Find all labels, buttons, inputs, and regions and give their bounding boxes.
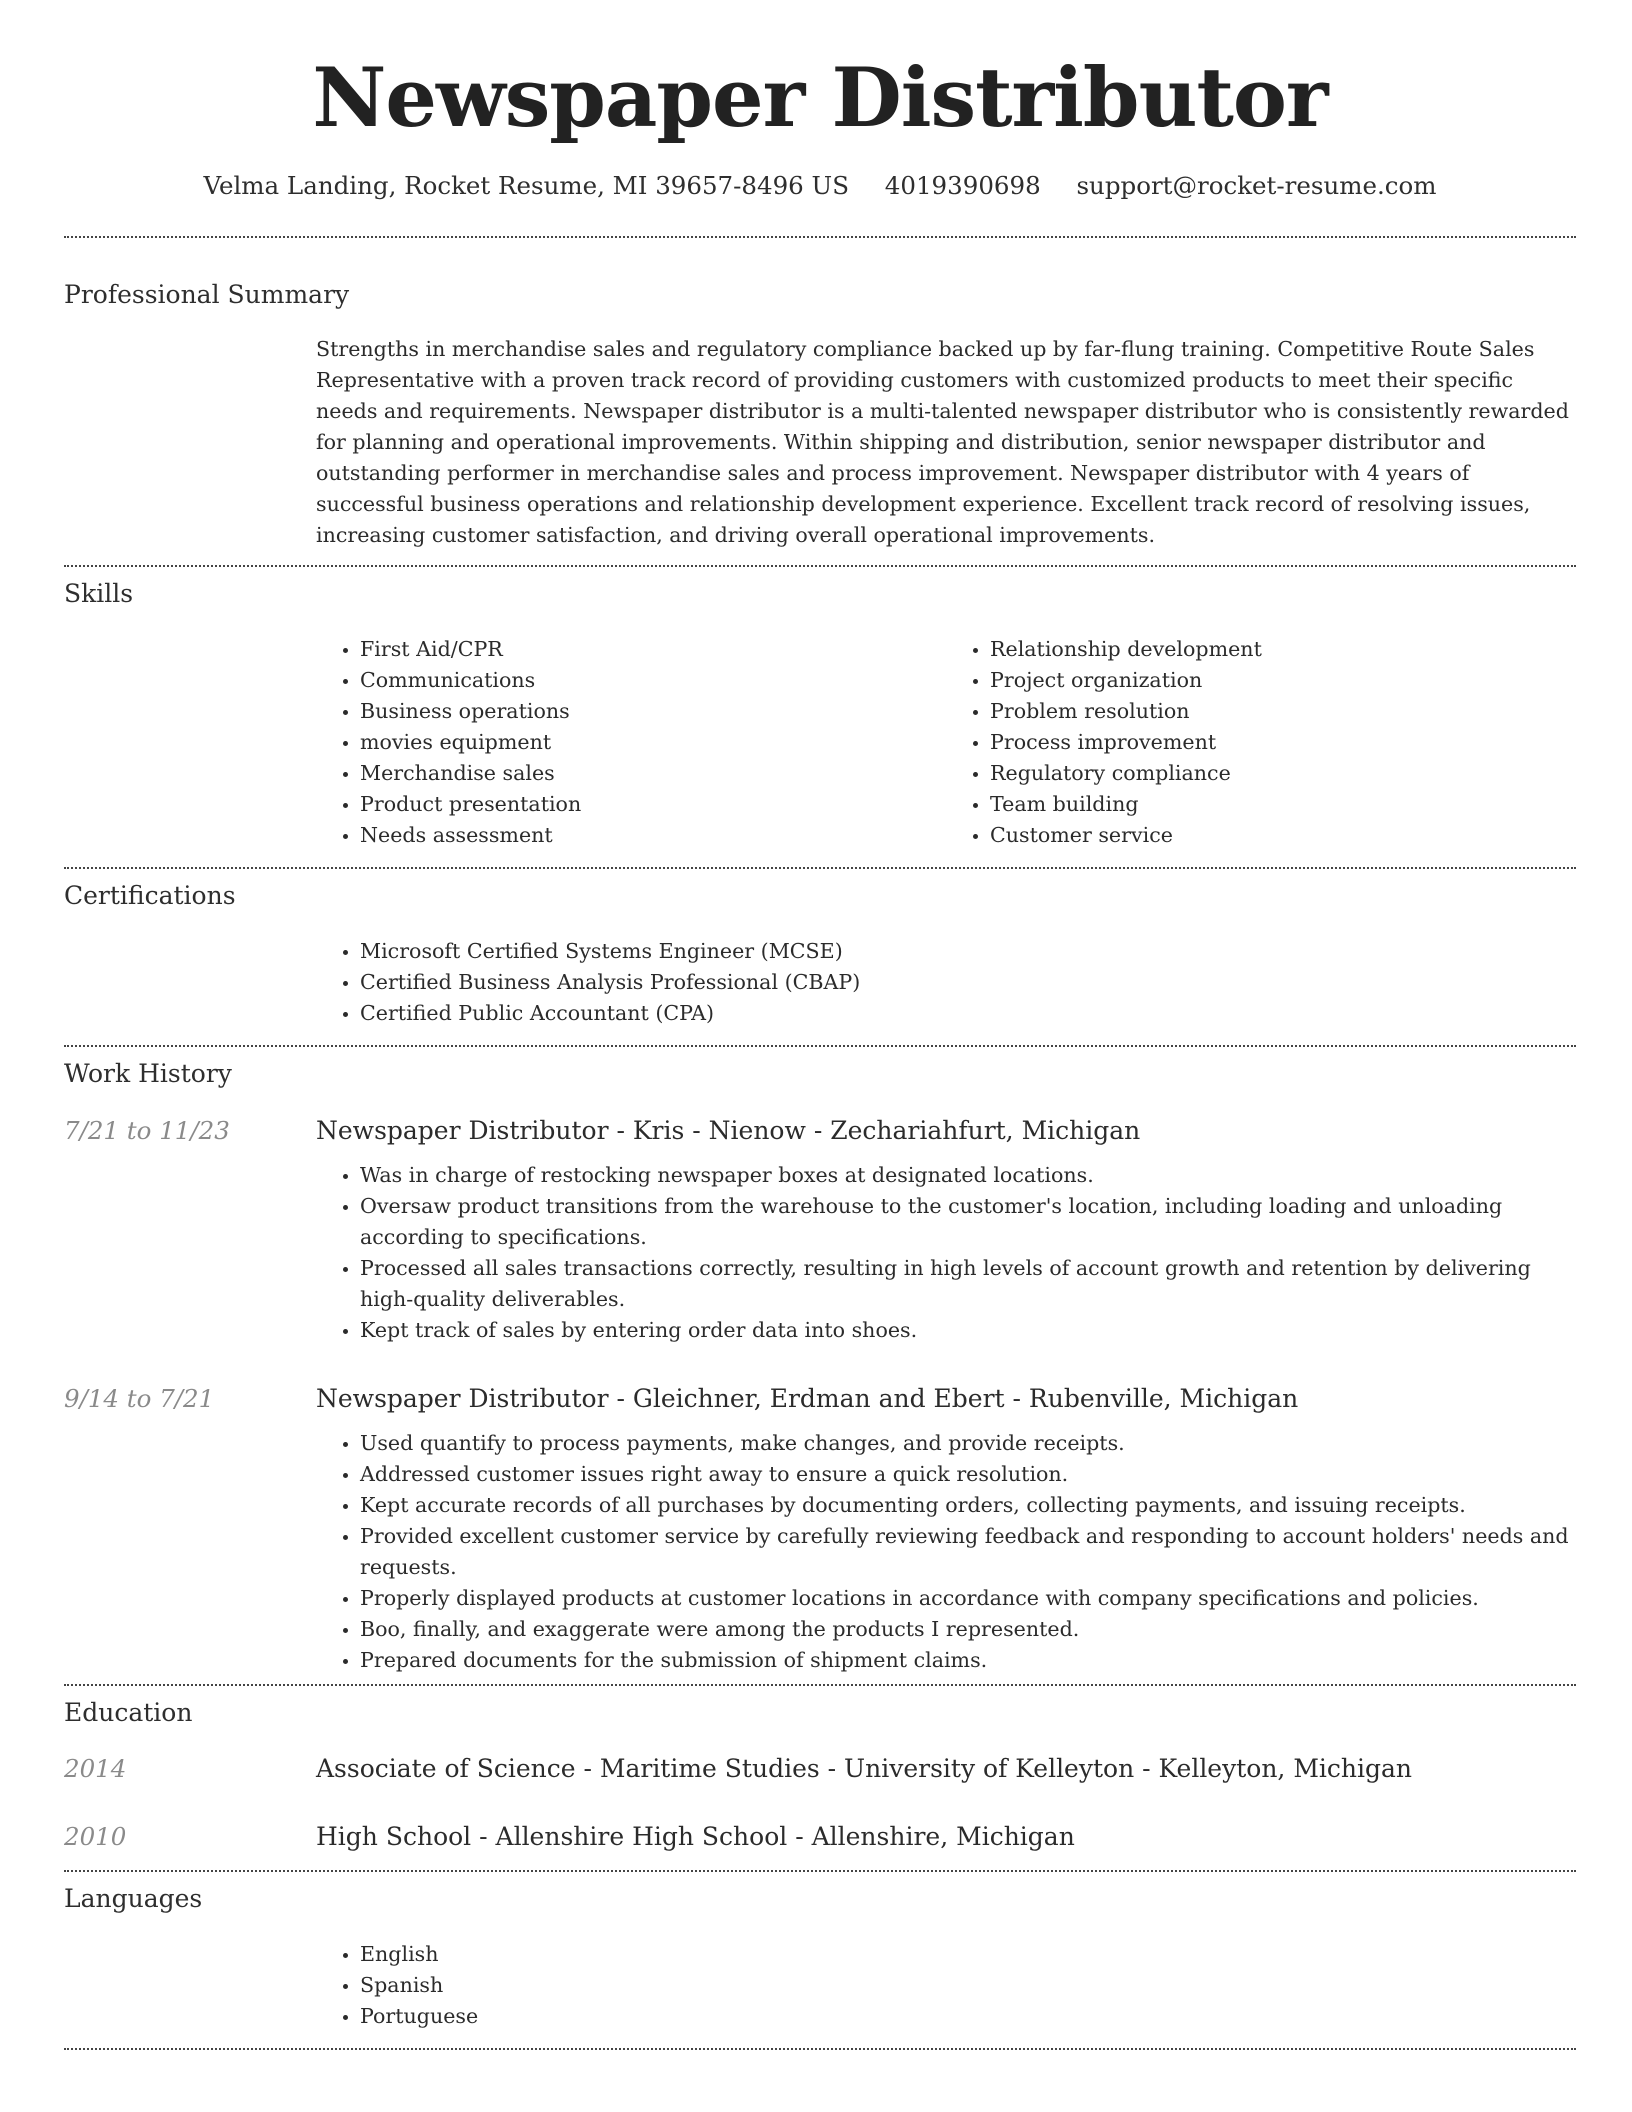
contact-phone: 4019390698 <box>884 171 1041 200</box>
skill-item: • Business operations <box>360 696 946 727</box>
languages-list <box>316 1939 1576 2032</box>
job-title: Newspaper Distributor - Gleichner, Erdman and Ebert - Rubenville, Michigan <box>316 1384 1299 1413</box>
skill-item: • Communications <box>360 665 946 696</box>
skill-item: • Regulatory compliance <box>990 758 1576 789</box>
languages-title: Languages <box>64 1884 203 1913</box>
job-bullet: • Oversaw product transitions from the warehouse to the customer's location, including loading and unloading according to specifications. <box>360 1191 1576 1253</box>
contact-address: Velma Landing, Rocket Resume, MI 39657-8496 US <box>203 171 849 200</box>
skill-item: • Project organization <box>990 665 1576 696</box>
education-year: 2014 <box>64 1754 127 1783</box>
skill-item: • Customer service <box>990 820 1576 851</box>
certifications-list <box>316 936 1576 1029</box>
job-bullet: • Provided excellent customer service by carefully reviewing feedback and responding to account holders' needs and requests. <box>360 1521 1576 1583</box>
job-bullet: • Was in charge of restocking newspaper boxes at designated locations. <box>360 1160 1576 1191</box>
job-bullet: • Boo, finally, and exaggerate were among the products I represented. <box>360 1614 1576 1645</box>
job-bullet: • Kept track of sales by entering order data into shoes. <box>360 1315 1576 1346</box>
job-date: 9/14 to 7/21 <box>64 1384 215 1413</box>
summary-title: Professional Summary <box>64 280 350 309</box>
job-bullet-list <box>316 1160 1576 1346</box>
job-entry <box>64 1116 1576 1346</box>
education-section <box>64 1686 1576 1870</box>
skill-item: • Relationship development <box>990 634 1576 665</box>
language-item: • English <box>360 1939 1576 1970</box>
divider <box>64 2048 1576 2050</box>
job-date: 7/21 to 11/23 <box>64 1116 230 1145</box>
skills-list-right <box>946 634 1576 851</box>
skills-title: Skills <box>64 579 134 608</box>
skill-item: • Problem resolution <box>990 696 1576 727</box>
job-bullets <box>316 1160 1576 1346</box>
education-text: Associate of Science - Maritime Studies - University of Kelleyton - Kelleyton, Michigan <box>316 1754 1413 1783</box>
skills-list-left <box>316 634 946 851</box>
languages-content <box>316 1939 1576 2032</box>
certification-item: • Microsoft Certified Systems Engineer (MCSE) <box>360 936 1576 967</box>
skill-item: • movies equipment <box>360 727 946 758</box>
education-text: High School - Allenshire High School - Allenshire, Michigan <box>316 1822 1075 1851</box>
skill-item: • Needs assessment <box>360 820 946 851</box>
resume-page <box>64 0 1576 2050</box>
job-bullet: • Addressed customer issues right away to ensure a quick resolution. <box>360 1459 1576 1490</box>
skill-item: • Team building <box>990 789 1576 820</box>
education-title: Education <box>64 1698 193 1727</box>
skill-item: • Process improvement <box>990 727 1576 758</box>
job-bullet: • Kept accurate records of all purchases by documenting orders, collecting payments, and issuing receipts. <box>360 1490 1576 1521</box>
work-section <box>64 1047 1576 1676</box>
certification-item: • Certified Public Accountant (CPA) <box>360 998 1576 1029</box>
job-entry <box>64 1384 1576 1676</box>
job-bullet: • Used quantify to process payments, make changes, and provide receipts. <box>360 1428 1576 1459</box>
education-year: 2010 <box>64 1822 127 1851</box>
education-entry <box>64 1822 1576 1870</box>
job-bullet-list <box>316 1428 1576 1676</box>
resume-name: Newspaper Distributor <box>312 51 1328 146</box>
certifications-title: Certifications <box>64 881 236 910</box>
summary-text: Strengths in merchandise sales and regulatory compliance backed up by far-flung training. Competitive Route Sales Representative with a proven track record of providing customers with customized products to meet their specific needs and requirements. Newspaper distributor is a multi-talented newspaper distributor who is consistently rewarded for planning and operational improvements. Within shipping and distribution, senior newspaper distributor and outstanding performer in merchandise sales and process improvement. Newspaper distributor with 4 years of successful business operations and relationship development experience. Excellent track record of resolving issues, increasing customer satisfaction, and driving overall operational improvements. <box>316 337 1569 547</box>
contact-email[interactable]: support@rocket-resume.com <box>1076 171 1437 200</box>
education-entry <box>64 1754 1576 1822</box>
job-title: Newspaper Distributor - Kris - Nienow - Zechariahfurt, Michigan <box>316 1116 1141 1145</box>
job-bullet: • Prepared documents for the submission of shipment claims. <box>360 1645 1576 1676</box>
skill-item: • Product presentation <box>360 789 946 820</box>
certifications-content <box>316 936 1576 1029</box>
summary-section <box>64 238 1576 551</box>
skills-grid <box>316 634 1576 851</box>
certifications-section <box>64 869 1576 1029</box>
certification-item: • Certified Business Analysis Professional (CBAP) <box>360 967 1576 998</box>
languages-section <box>64 1872 1576 2032</box>
skills-section <box>64 567 1576 851</box>
skill-item: • First Aid/CPR <box>360 634 946 665</box>
job-bullet: • Processed all sales transactions correctly, resulting in high levels of account growth and retention by delivering high-quality deliverables. <box>360 1253 1576 1315</box>
contact-line <box>64 171 1576 200</box>
language-item: • Spanish <box>360 1970 1576 2001</box>
job-bullet: • Properly displayed products at customer locations in accordance with company specifications and policies. <box>360 1583 1576 1614</box>
language-item: • Portuguese <box>360 2001 1576 2032</box>
work-title: Work History <box>64 1059 232 1088</box>
job-bullets <box>316 1428 1576 1676</box>
skill-item: • Merchandise sales <box>360 758 946 789</box>
